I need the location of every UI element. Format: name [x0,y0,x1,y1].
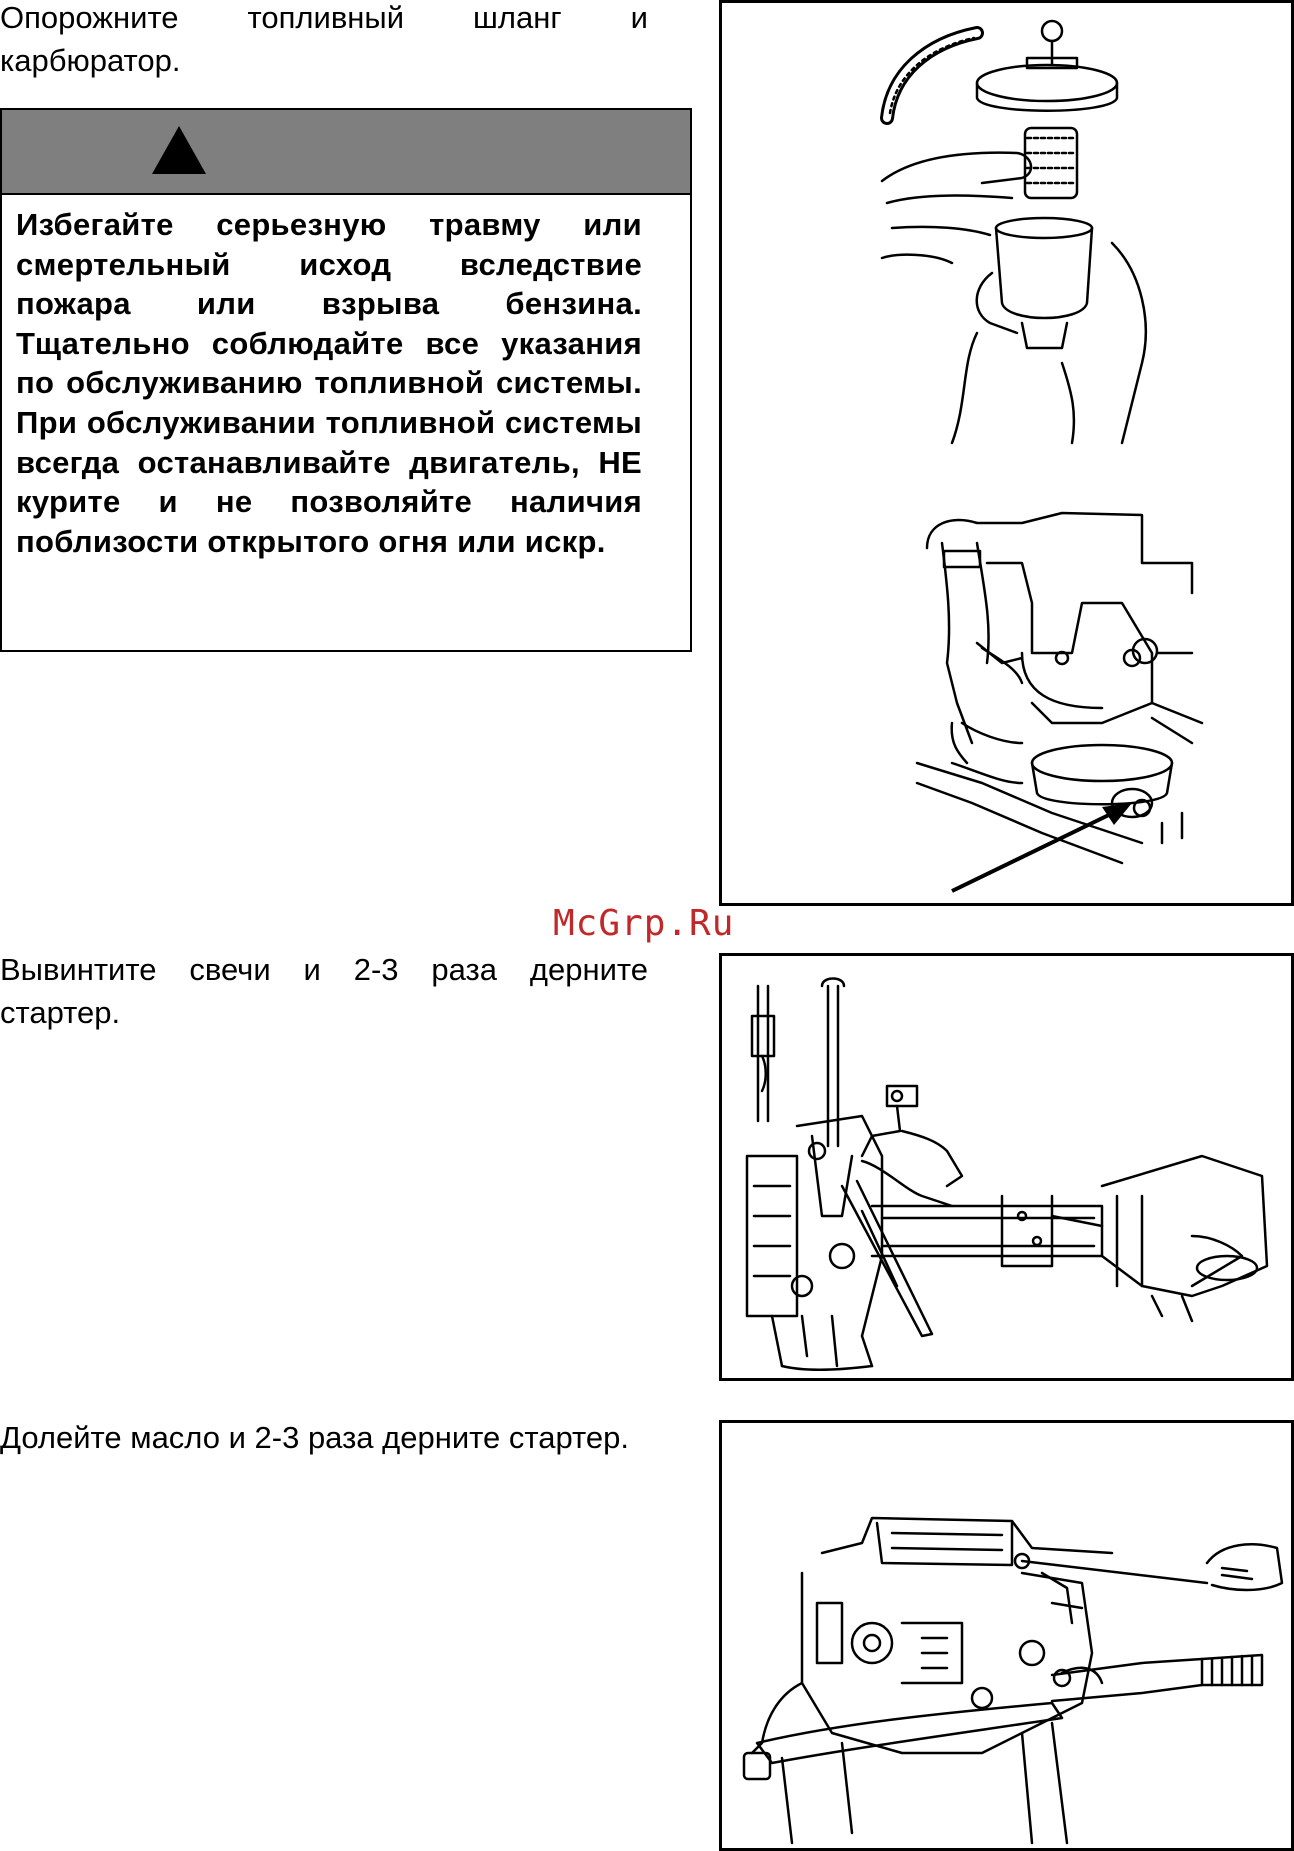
warning-text: Избегайте серьезную травму или смертельный исход вследствие пожара или взрыва бензина. Тщательно соблюдайте все указания по обслуживанию топливной системы. При обслуживании топливной системы всегда останавливайте двигатель, НЕ курите и не позволяйте наличия поблизости открытого огня или искр. [16,207,642,559]
outboard-side-figure [719,953,1294,1381]
watermark-text: McGrp.Ru [553,903,735,944]
step-text-drain-fuel: Опорожните топливный шланг и карбюратор. [0,0,648,78]
step-text-add-oil: Долейте масло и 2-3 раза дерните стартер. [0,1420,629,1455]
warning-box [0,108,692,652]
fuel-filter-figure [719,0,1294,906]
outboard-motor-oil-illustration [722,1423,1294,1851]
outboard-motor-side-illustration [722,956,1294,1381]
fuel-filter-illustration [722,3,1294,906]
step-text-remove-plugs: Вывинтите свечи и 2-3 раза дерните стартер. [0,952,648,1030]
outboard-oil-figure [719,1420,1294,1851]
warning-triangle-icon [150,124,208,176]
warning-header [2,110,690,195]
